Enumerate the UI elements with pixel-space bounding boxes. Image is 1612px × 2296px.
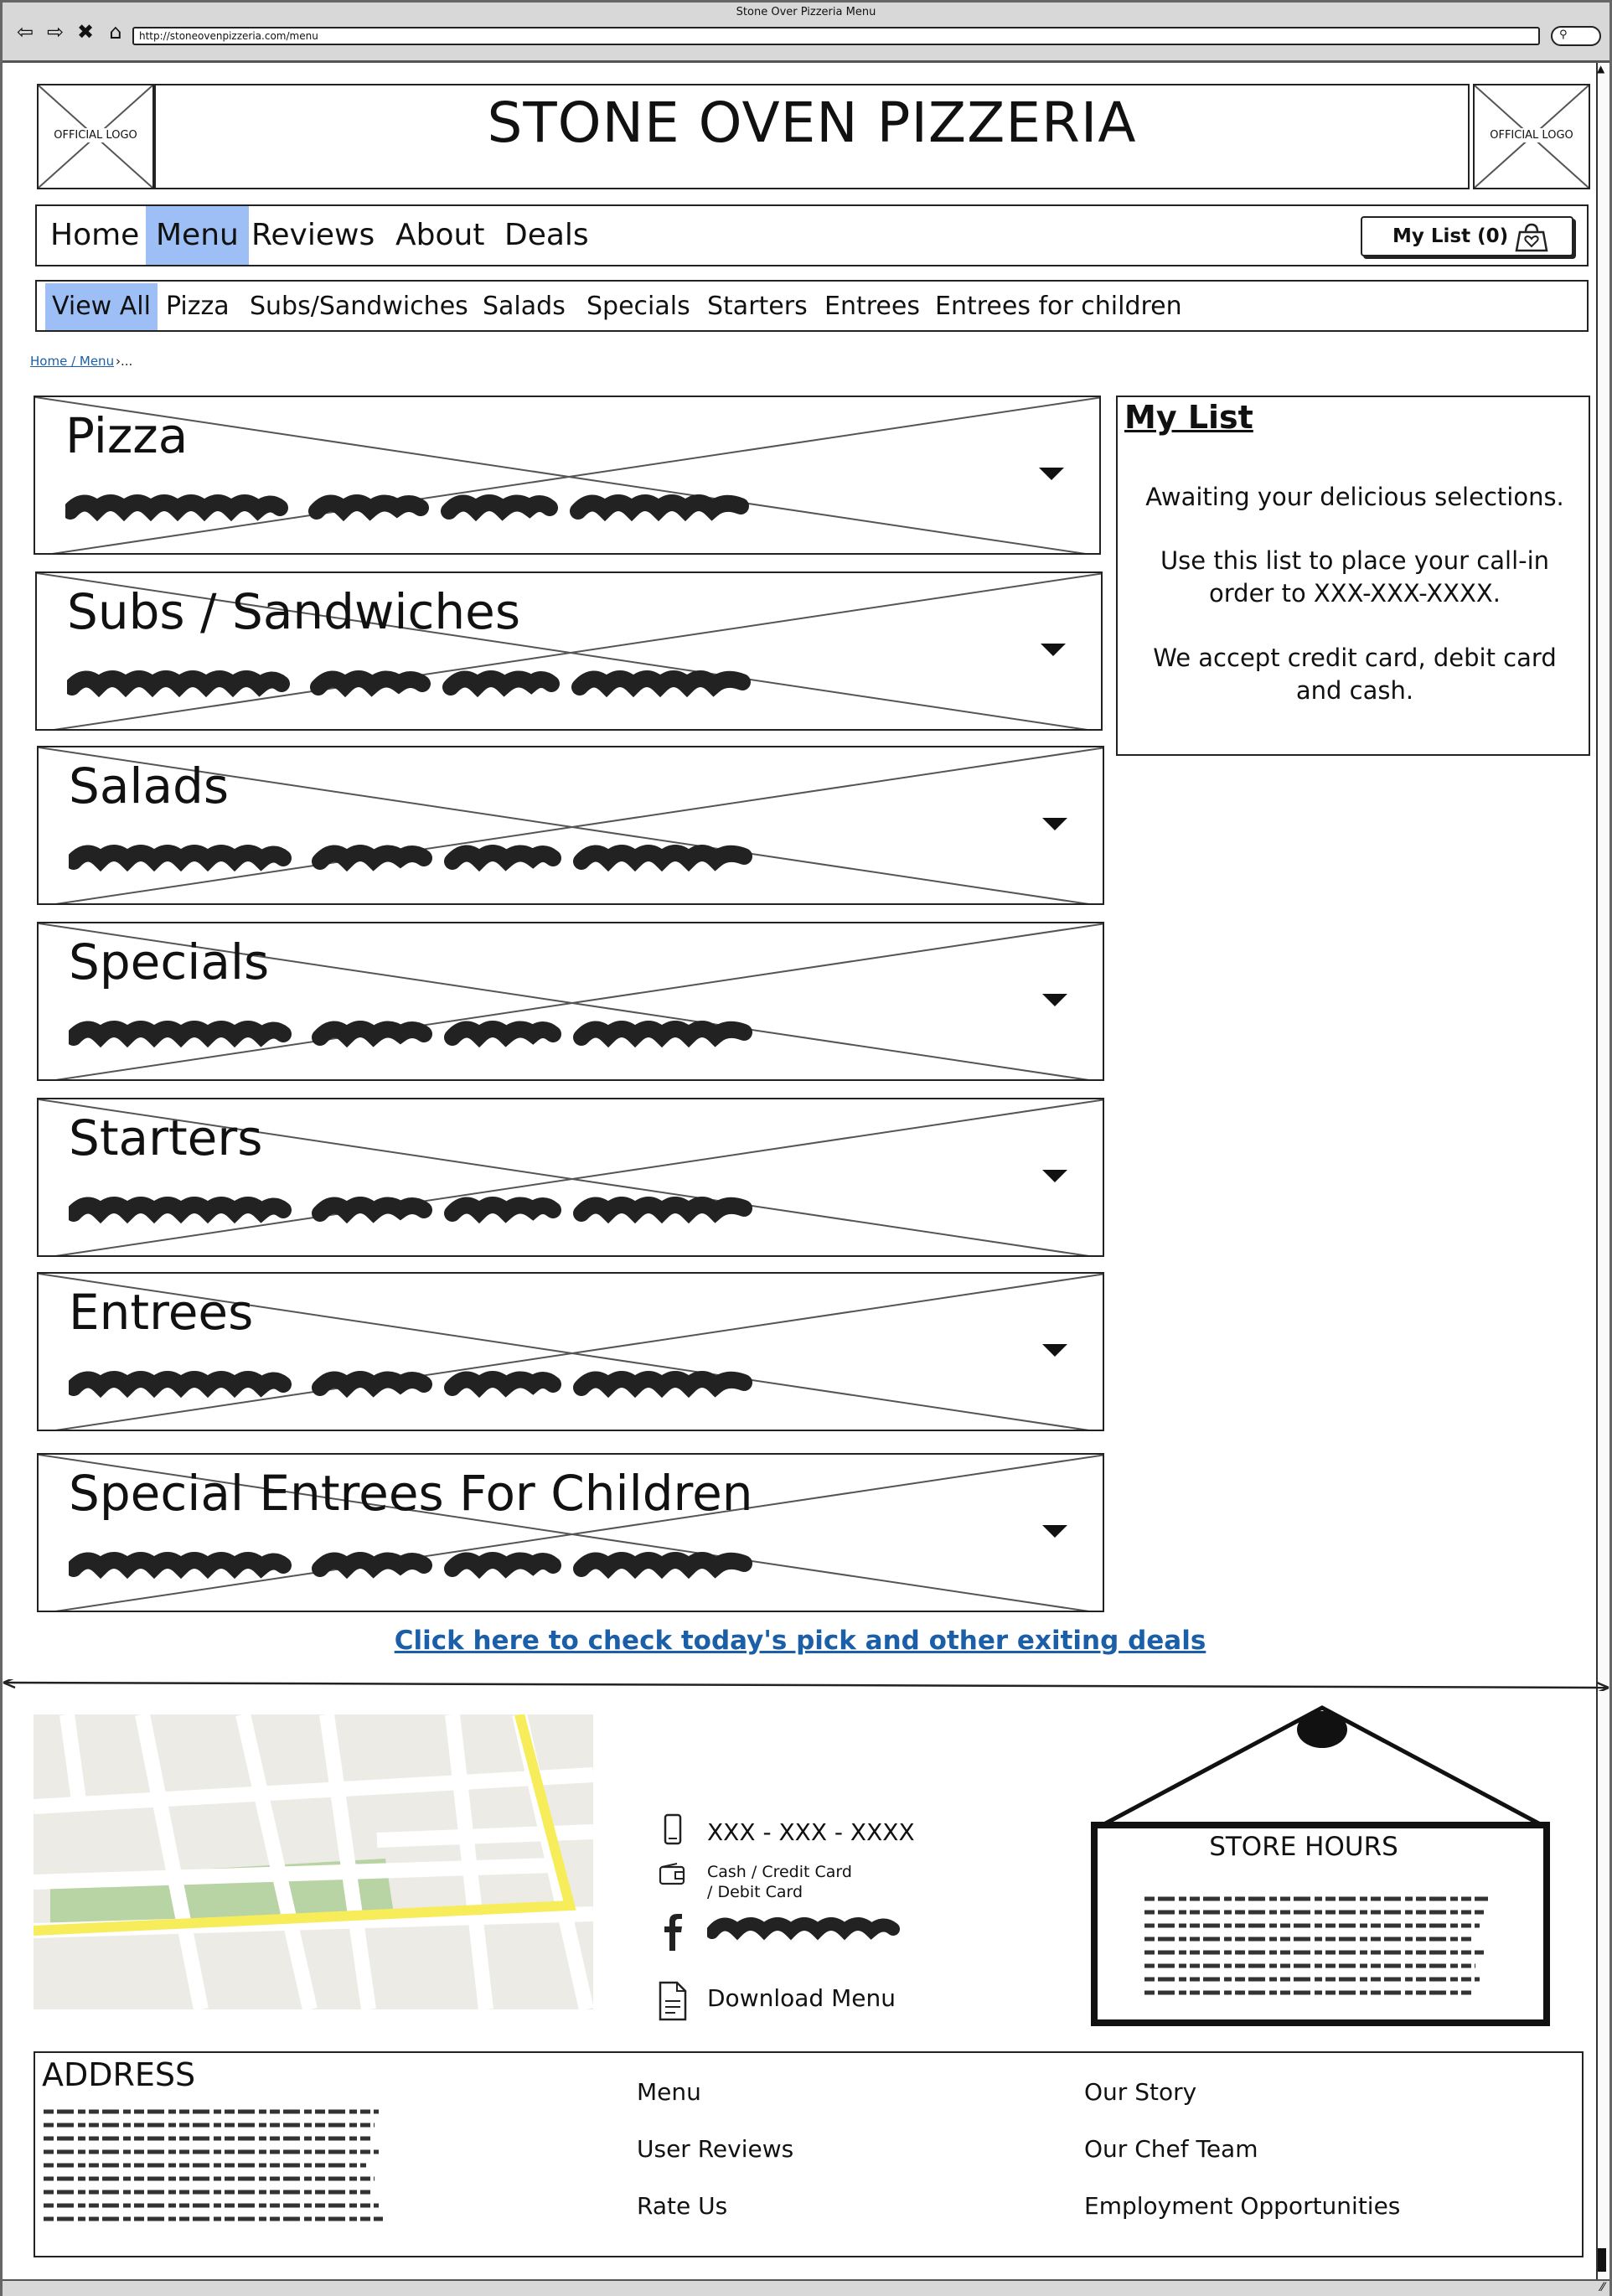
my-list-empty-message: Awaiting your delicious selections. — [1145, 483, 1564, 511]
breadcrumb-separator-icon: › — [116, 354, 121, 369]
expand-chevron-down-icon[interactable] — [1042, 1525, 1067, 1538]
location-map[interactable] — [34, 1714, 593, 2009]
menu-section-description-redacted — [69, 1366, 823, 1408]
expand-chevron-down-icon[interactable] — [1039, 468, 1064, 480]
resize-grip-icon[interactable]: ⁄⁄ — [1600, 2281, 1604, 2294]
category-pizza[interactable]: Pizza — [166, 292, 230, 321]
address-title: ADDRESS — [42, 2056, 196, 2093]
browser-titlebar — [3, 3, 1609, 63]
download-menu-link: Download Menu — [707, 1984, 896, 2012]
my-list-title: My List — [1124, 399, 1253, 436]
my-list-button-label: My List (0) — [1392, 225, 1509, 247]
facebook-row[interactable] — [657, 1912, 900, 1952]
my-list-payment-2: and cash. — [1295, 676, 1414, 705]
nav-menu[interactable]: Menu — [146, 206, 249, 265]
expand-chevron-down-icon[interactable] — [1042, 818, 1067, 830]
scrollbar-thumb[interactable] — [1598, 2248, 1606, 2272]
vertical-scrollbar[interactable] — [1596, 63, 1609, 2279]
footer-link-employment[interactable]: Employment Opportunities — [1084, 2192, 1401, 2220]
menu-section-card[interactable] — [34, 396, 1101, 555]
map-graphic — [34, 1714, 593, 2009]
footer-link-chef-team[interactable]: Our Chef Team — [1084, 2135, 1258, 2163]
menu-section-description-redacted — [65, 489, 819, 531]
expand-chevron-down-icon[interactable] — [1042, 994, 1067, 1006]
url-bar[interactable]: http://stoneovenpizzeria.com/menu — [132, 27, 1540, 45]
menu-section-title: Special Entrees For Children — [69, 1465, 753, 1522]
menu-section-title: Entrees — [69, 1284, 254, 1341]
category-salads[interactable]: Salads — [483, 292, 566, 321]
menu-section-title: Starters — [69, 1109, 263, 1166]
deals-link[interactable]: Click here to check today's pick and other exiting deals — [394, 1626, 1206, 1656]
my-list-panel — [1116, 396, 1590, 756]
official-logo-right[interactable] — [1473, 84, 1590, 189]
my-list-payment-1: We accept credit card, debit card — [1153, 644, 1557, 672]
menu-section-card[interactable] — [37, 922, 1104, 1081]
menu-section-description-redacted — [69, 1547, 823, 1589]
site-title-box — [154, 84, 1470, 189]
search-icon: ⚲ — [1559, 28, 1568, 41]
menu-section-card[interactable] — [37, 1453, 1104, 1612]
browser-search-button[interactable] — [1551, 26, 1601, 46]
category-entrees[interactable]: Entrees — [824, 292, 920, 321]
menu-section-title: Salads — [69, 758, 230, 814]
category-entrees-for-children[interactable]: Entrees for children — [935, 292, 1182, 321]
main-nav — [35, 204, 1589, 266]
menu-section-title: Subs / Sandwiches — [67, 583, 521, 640]
category-subs-sandwiches[interactable]: Subs/Sandwiches — [250, 292, 468, 321]
download-menu-row[interactable] — [657, 1981, 896, 2021]
payment-line-2: / Debit Card — [707, 1883, 803, 1901]
menu-section-description-redacted — [67, 665, 821, 707]
browser-nav-icons — [14, 21, 127, 43]
official-logo-left[interactable] — [37, 84, 154, 189]
breadcrumb-current-label: ... — [121, 354, 133, 369]
my-list-button[interactable] — [1361, 216, 1573, 256]
footer-link-rate-us[interactable]: Rate Us — [637, 2192, 728, 2220]
window-title: Stone Over Pizzeria Menu — [736, 6, 876, 18]
payment-row — [657, 1862, 852, 1902]
payment-line-1: Cash / Credit Card — [707, 1863, 852, 1881]
forward-icon[interactable]: ⇨ — [46, 20, 65, 44]
menu-section-card[interactable] — [37, 1098, 1104, 1257]
menu-section-title: Pizza — [65, 407, 189, 464]
footer-link-user-reviews[interactable]: User Reviews — [637, 2135, 794, 2163]
menu-section-description-redacted — [69, 1192, 823, 1233]
address-text-redacted — [44, 2107, 395, 2232]
my-list-instructions-2: order to XXX-XXX-XXXX. — [1209, 579, 1501, 608]
menu-section-card[interactable] — [37, 746, 1104, 905]
home-icon[interactable]: ⌂ — [109, 20, 122, 44]
expand-chevron-down-icon[interactable] — [1042, 1344, 1067, 1357]
footer-divider — [0, 1679, 1612, 1691]
facebook-icon — [657, 1912, 689, 1952]
menu-section-card[interactable] — [35, 571, 1103, 731]
category-specials[interactable]: Specials — [586, 292, 690, 321]
payment-methods — [707, 1862, 852, 1902]
phone-icon — [657, 1813, 689, 1847]
footer-link-our-story[interactable]: Our Story — [1084, 2078, 1197, 2106]
logo-label: OFFICIAL LOGO — [54, 129, 137, 142]
facebook-handle-redacted — [707, 1912, 900, 1949]
expand-chevron-down-icon[interactable] — [1042, 1170, 1067, 1182]
back-icon[interactable]: ⇦ — [16, 20, 34, 44]
status-bar — [3, 2279, 1609, 2296]
category-view-all[interactable]: View All — [45, 283, 158, 330]
breadcrumb-link[interactable]: Home / Menu — [30, 354, 115, 369]
breadcrumb-current — [116, 354, 132, 369]
store-hours-sign — [1086, 1701, 1555, 2036]
phone-number: XXX - XXX - XXXX — [707, 1818, 915, 1846]
phone-row[interactable] — [657, 1813, 915, 1847]
menu-section-card[interactable] — [37, 1272, 1104, 1431]
wallet-icon — [657, 1862, 689, 1887]
my-list-instructions-1: Use this list to place your call-in — [1160, 546, 1550, 575]
category-starters[interactable]: Starters — [707, 292, 808, 321]
store-hours-title: STORE HOURS — [1209, 1832, 1398, 1862]
expand-chevron-down-icon[interactable] — [1041, 644, 1066, 656]
nav-reviews[interactable]: Reviews — [251, 218, 375, 252]
menu-section-description-redacted — [69, 1016, 823, 1058]
menu-section-title: Specials — [69, 933, 270, 990]
site-title: STONE OVEN PIZZERIA — [487, 90, 1137, 155]
shopping-bag-icon — [1513, 222, 1550, 252]
category-nav — [35, 280, 1589, 332]
scroll-up-arrow-icon[interactable]: ▲ — [1597, 63, 1605, 75]
document-icon — [657, 1981, 689, 2021]
menu-section-description-redacted — [69, 840, 823, 882]
nav-deals[interactable]: Deals — [504, 218, 589, 252]
nav-about[interactable]: About — [395, 218, 485, 252]
footer — [34, 2051, 1584, 2257]
logo-label: OFFICIAL LOGO — [1490, 129, 1573, 142]
stop-icon[interactable]: ✖ — [76, 20, 95, 44]
footer-link-menu[interactable]: Menu — [637, 2078, 701, 2106]
nav-home[interactable]: Home — [50, 218, 140, 252]
